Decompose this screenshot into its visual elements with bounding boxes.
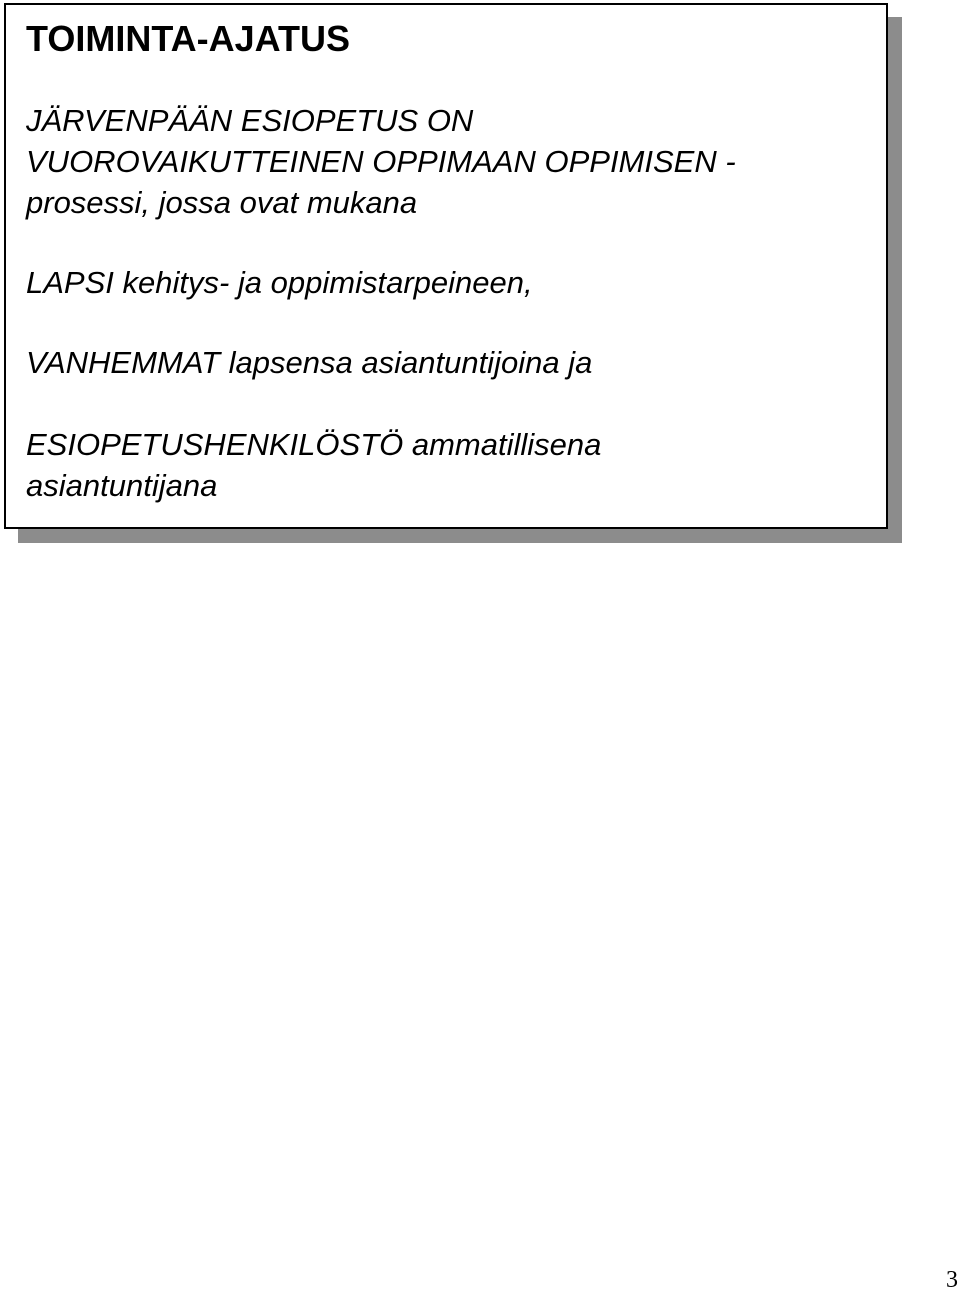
page-number: 3 [946, 1267, 958, 1293]
slide-frame [4, 3, 888, 529]
intro-line: prosessi, jossa ovat mukana [26, 185, 418, 220]
staff-paragraph [26, 424, 601, 506]
child-line: LAPSI kehitys- ja oppimistarpeineen, [26, 265, 533, 300]
intro-paragraph [26, 100, 736, 223]
intro-line: VUOROVAIKUTTEINEN OPPIMAAN OPPIMISEN - [26, 144, 736, 179]
staff-line: asiantuntijana [26, 468, 218, 503]
slide-title: TOIMINTA-AJATUS [26, 18, 350, 59]
parents-line: VANHEMMAT lapsensa asiantuntijoina ja [26, 345, 593, 380]
staff-line: ESIOPETUSHENKILÖSTÖ ammatillisena [26, 427, 602, 462]
intro-line: JÄRVENPÄÄN ESIOPETUS ON [26, 103, 474, 138]
